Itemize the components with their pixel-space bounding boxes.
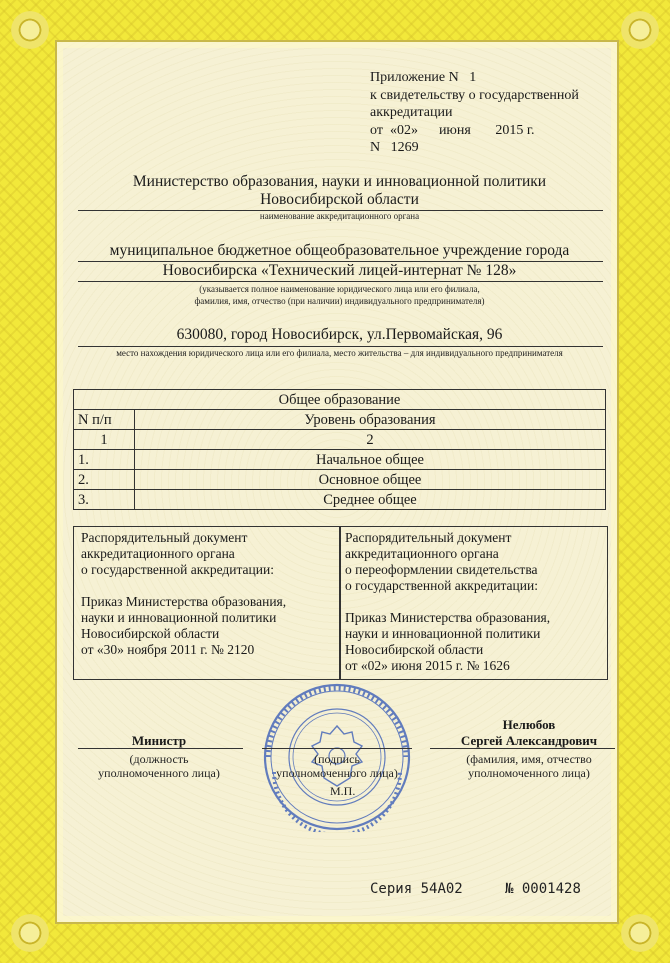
table-title: Общее образование bbox=[74, 390, 606, 410]
signer-position: Министр bbox=[131, 733, 187, 748]
position-caption-line2: уполномоченного лица) bbox=[98, 766, 220, 780]
org-name-line1: муниципальное бюджетное общеобразовательное учреждение города bbox=[109, 242, 570, 259]
name-caption-line1: (фамилия, имя, отчество bbox=[466, 752, 592, 766]
doc-label: Распорядительный документ bbox=[345, 530, 512, 545]
corner-ornament bbox=[8, 911, 52, 955]
certificate-number: N 1269 bbox=[370, 140, 419, 155]
column-number: 1 bbox=[74, 430, 135, 450]
order-text: от «30» ноября 2011 г. № 2120 bbox=[81, 642, 255, 657]
form-series: Серия 54А02 bbox=[370, 881, 463, 897]
sign-caption-line1: (подпись bbox=[314, 752, 360, 766]
signature-line bbox=[430, 748, 615, 749]
address-caption: место нахождения юридического лица или его филиала, место жительства – для индивидуального предпринимателя bbox=[116, 348, 563, 358]
row-index: 1. bbox=[74, 450, 135, 470]
form-number: № 0001428 bbox=[505, 881, 581, 897]
order-text: Приказ Министерства образования, bbox=[345, 610, 551, 625]
appendix-line3: аккредитации bbox=[370, 105, 453, 120]
table-row bbox=[74, 490, 606, 510]
org-caption-line2: фамилия, имя, отчество (при наличии) индивидуального предпринимателя) bbox=[194, 296, 485, 306]
corner-ornament bbox=[618, 8, 662, 52]
row-level: Основное общее bbox=[135, 470, 606, 490]
appendix-line1: Приложение N 1 bbox=[370, 70, 477, 85]
row-level: Начальное общее bbox=[135, 450, 606, 470]
authority-name-line1: Министерство образования, науки и инновационной политики bbox=[132, 173, 547, 190]
row-index: 3. bbox=[74, 490, 135, 510]
signature-line bbox=[78, 748, 243, 749]
column-number: 2 bbox=[135, 430, 606, 450]
org-name-line2: Новосибирска «Технический лицей-интернат № 128» bbox=[162, 262, 517, 279]
doc-label: о переоформлении свидетельства bbox=[345, 562, 538, 577]
column-header: Уровень образования bbox=[135, 410, 606, 430]
org-address: 630080, город Новосибирск, ул.Первомайская, 96 bbox=[176, 326, 503, 343]
education-levels-table bbox=[73, 389, 606, 510]
authority-caption: наименование аккредитационного органа bbox=[259, 211, 420, 221]
table-number-row bbox=[74, 430, 606, 450]
appendix-date: от «02» июня 2015 г. bbox=[370, 123, 535, 138]
accreditation-order-box bbox=[73, 526, 341, 680]
column-header: N п/п bbox=[74, 410, 135, 430]
name-caption-line2: уполномоченного лица) bbox=[468, 766, 590, 780]
table-header-row bbox=[74, 410, 606, 430]
org-caption-line1: (указывается полное наименование юридического лица или его филиала, bbox=[199, 284, 480, 294]
signature-line bbox=[262, 748, 412, 749]
corner-ornament bbox=[8, 8, 52, 52]
sign-caption-line2: уполномоченного лица) bbox=[276, 766, 398, 780]
appendix-number: 1 bbox=[469, 70, 477, 85]
table-row bbox=[74, 470, 606, 490]
order-text: от «02» июня 2015 г. № 1626 bbox=[345, 658, 510, 673]
doc-label: о государственной аккредитации: bbox=[81, 562, 274, 577]
doc-label: аккредитационного органа bbox=[81, 546, 235, 561]
seal-place-mark: М.П. bbox=[330, 784, 356, 798]
divider bbox=[78, 281, 603, 282]
authority-name-line2: Новосибирской области bbox=[260, 191, 419, 208]
reissue-order-box bbox=[339, 526, 608, 680]
table-title-row bbox=[74, 390, 606, 410]
order-text: Новосибирской области bbox=[81, 626, 220, 641]
position-caption-line1: (должность bbox=[129, 752, 189, 766]
row-index: 2. bbox=[74, 470, 135, 490]
order-text: Новосибирской области bbox=[345, 642, 484, 657]
table-row bbox=[74, 450, 606, 470]
doc-label: о государственной аккредитации: bbox=[345, 578, 538, 593]
row-level: Среднее общее bbox=[135, 490, 606, 510]
appendix-line2: к свидетельству о государственной bbox=[370, 88, 579, 103]
order-text: Приказ Министерства образования, bbox=[81, 594, 287, 609]
divider bbox=[78, 346, 603, 347]
corner-ornament bbox=[618, 911, 662, 955]
order-text: науки и инновационной политики bbox=[345, 626, 541, 641]
signer-given-names: Сергей Александрович bbox=[460, 733, 598, 748]
doc-label: Распорядительный документ bbox=[81, 530, 248, 545]
doc-label: аккредитационного органа bbox=[345, 546, 499, 561]
signer-surname: Нелюбов bbox=[502, 717, 556, 732]
order-text: науки и инновационной политики bbox=[81, 610, 277, 625]
